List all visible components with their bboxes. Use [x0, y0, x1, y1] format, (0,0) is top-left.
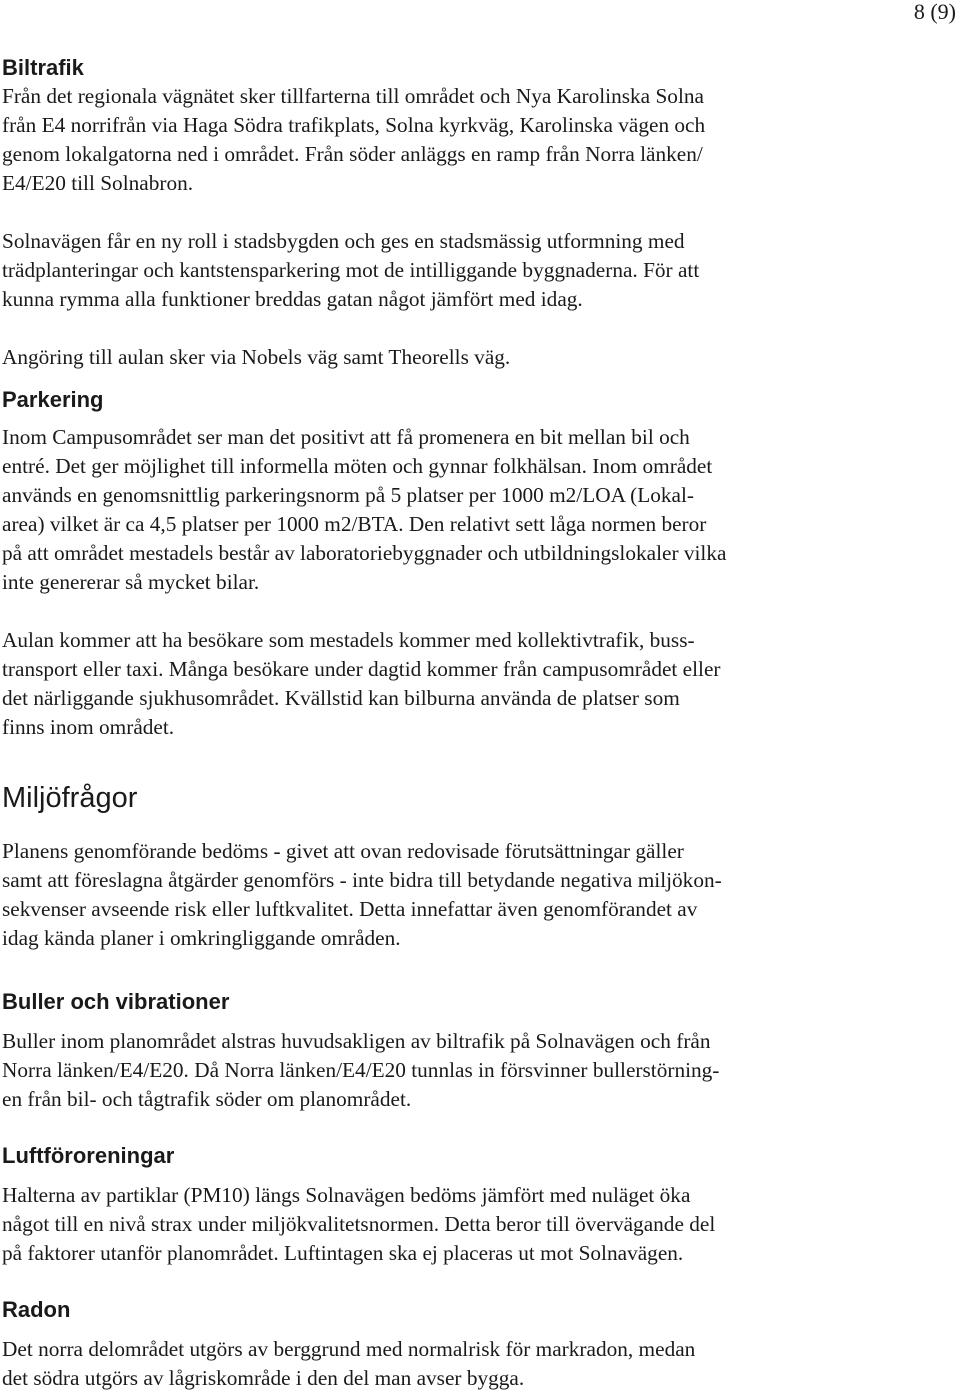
- section-radon: [2, 1296, 902, 1393]
- heading-luftfororeningar: Luftföroreningar: [2, 1143, 175, 1168]
- paragraph-parkering-2: Aulan kommer att ha besökare som mestadels kommer med kollektivtrafik, buss- transport eller taxi. Många besökare under dagtid kommer från campusområdet eller det närliggande sjukhusområdet. Kvällstid kan bilburna använda de platser som finns inom området.: [2, 628, 721, 739]
- heading-parkering: Parkering: [2, 387, 104, 412]
- paragraph-parkering-1: Inom Campusområdet ser man det positivt att få promenera en bit mellan bil och entré. Det ger möjlighet till informella möten och gynnar folkhälsan. Inom området används en genomsnittlig parkeringsnorm på 5 platser per 1000 m2/LOA (Lokal- area) vilket är ca 4,5 platser per 1000 m2/BTA. Den relativt sett låga normen beror på att området mestadels består av laboratoriebyggnader och utbildningslokaler vilka inte genererar så mycket bilar.: [2, 425, 727, 594]
- section-buller: [2, 988, 902, 1114]
- heading-radon: Radon: [2, 1297, 71, 1322]
- page-number: 8 (9): [913, 0, 956, 24]
- heading-miljofragor: Miljöfrågor: [2, 782, 138, 814]
- paragraph-buller-1: Buller inom planområdet alstras huvudsakligen av biltrafik på Solnavägen och från Norra länken/E4/E20. Då Norra länken/E4/E20 tunnlas in försvinner bullerstörning- en från bil- och tågtrafik söder om planområdet.: [2, 1029, 720, 1111]
- paragraph-biltrafik-2: Solnavägen får en ny roll i stadsbygden och ges en stadsmässig utformning med trädplanteringar och kantstensparkering mot de intilliggande byggnaderna. För att kunna rymma alla funktioner breddas gatan något jämfört med idag.: [2, 229, 700, 311]
- section-luftfororeningar: [2, 1142, 902, 1268]
- paragraph-biltrafik-3: Angöring till aulan sker via Nobels väg samt Theorells väg.: [2, 345, 511, 369]
- document-body: [2, 54, 902, 1393]
- heading-biltrafik: Biltrafik: [2, 55, 84, 80]
- section-biltrafik: [2, 54, 902, 372]
- paragraph-miljofragor-1: Planens genomförande bedöms - givet att ovan redovisade förutsättningar gäller samt att föreslagna åtgärder genomförs - inte bidra till betydande negativa miljökon- sekvenser avseende risk eller luftkvalitet. Detta innefattar även genomförandet av idag kända planer i omkringliggande områden.: [2, 839, 722, 950]
- heading-buller: Buller och vibrationer: [2, 989, 230, 1014]
- section-parkering: [2, 386, 902, 742]
- section-miljofragor: [2, 780, 902, 953]
- paragraph-biltrafik-1: Från det regionala vägnätet sker tillfarterna till området och Nya Karolinska Solna från E4 norrifrån via Haga Södra trafikplats, Solna kyrkväg, Karolinska vägen och genom lokalgatorna ned i området. Från söder anläggs en ramp från Norra länken/ E4/E20 till Solnabron.: [2, 84, 706, 195]
- paragraph-radon-1: Det norra delområdet utgörs av berggrund med normalrisk för markradon, medan det södra utgörs av lågriskområde i den del man avser bygga.: [2, 1337, 696, 1390]
- paragraph-luftfororeningar-1: Halterna av partiklar (PM10) längs Solnavägen bedöms jämfört med nuläget öka något till en nivå strax under miljökvalitetsnormen. Detta beror till övervägande del på faktorer utanför planområdet. Luftintagen ska ej placeras ut mot Solnavägen.: [2, 1183, 716, 1265]
